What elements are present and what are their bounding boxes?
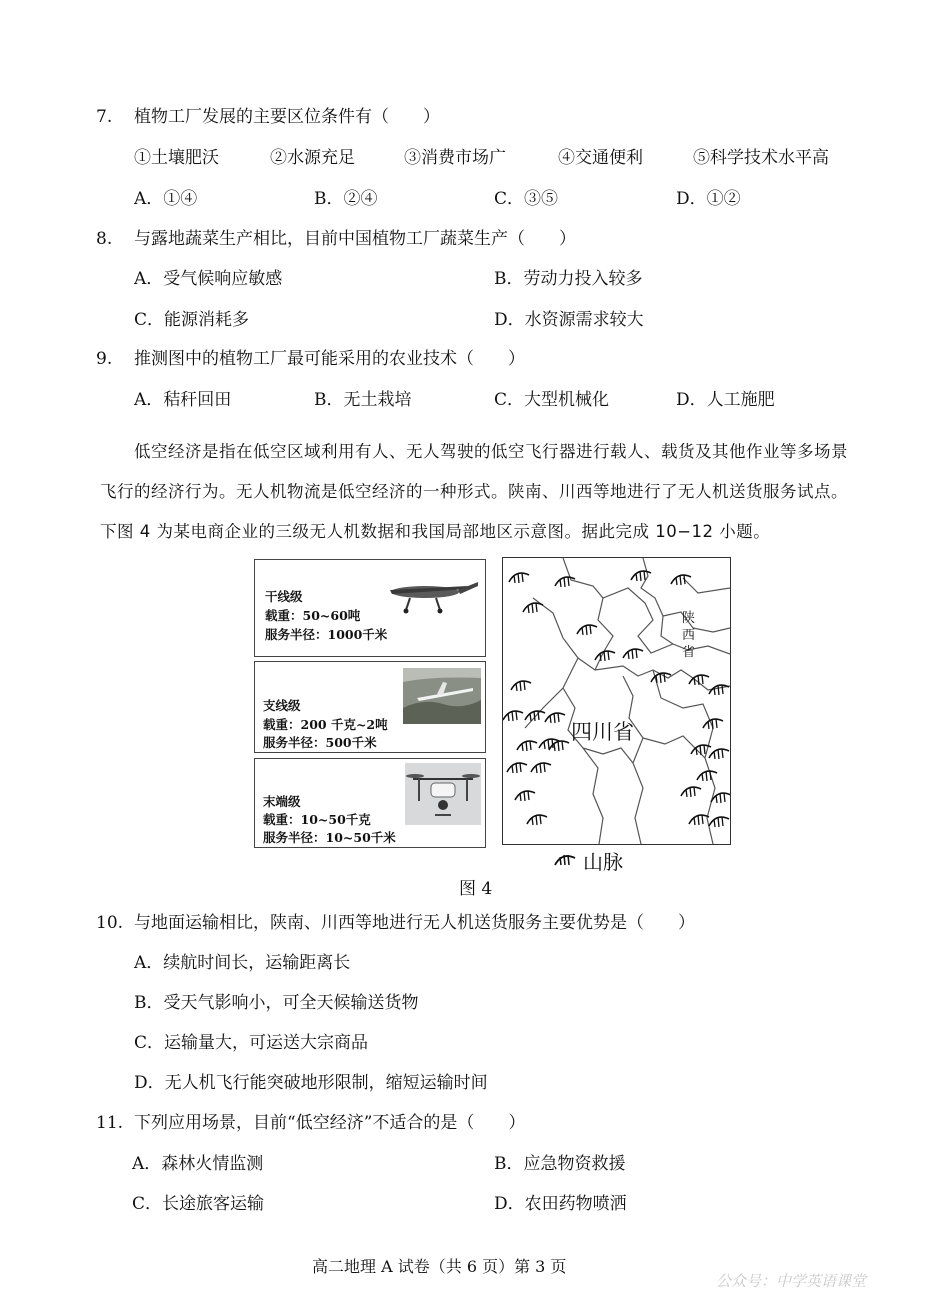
province-char: 省 [682, 645, 696, 660]
question-9-number: 9. [96, 349, 113, 369]
branch-drone-photo-icon [403, 668, 481, 724]
watermark: 公众号：中学英语课堂 [716, 1272, 867, 1290]
mountain-symbol-icon [709, 685, 729, 695]
q8-option-c: C．能源消耗多 [134, 310, 250, 330]
mountain-symbols-icon [503, 558, 730, 844]
q7-item-2: ②水源充足 [270, 148, 355, 168]
quadcopter-photo-icon [405, 763, 481, 825]
drone-level: 末端级 [263, 794, 301, 809]
q8-option-a: A．受气候响应敏感 [134, 269, 283, 289]
question-11-number: 11. [96, 1113, 124, 1133]
sichuan-map [502, 557, 731, 845]
q10-option-b: B．受天气影响小，可全天候输送货物 [134, 993, 419, 1013]
mountain-symbol-icon [507, 763, 527, 773]
mountain-symbol-icon [709, 817, 729, 827]
drone-radius: 服务半径：10~50千米 [263, 830, 396, 845]
mountain-symbol-icon [515, 791, 535, 801]
drone-level: 支线级 [263, 698, 301, 713]
question-11-stem: 下列应用场景，目前“低空经济”不适合的是（ ） [134, 1113, 526, 1133]
province-label-sichuan: 四川省 [571, 720, 634, 744]
q8-option-d: D．水资源需求较大 [494, 310, 644, 330]
drone-card-branch [254, 661, 486, 753]
q7-item-4: ④交通便利 [558, 148, 643, 168]
passage [100, 432, 860, 552]
mountain-symbol-icon [623, 649, 643, 659]
mountain-symbol-icon [511, 681, 531, 691]
mountain-symbol-icon [703, 719, 723, 729]
mountain-symbol-icon [531, 763, 551, 773]
mountain-symbol-icon [689, 815, 709, 825]
figure-caption: 图 4 [459, 879, 493, 899]
mountain-symbol-icon [709, 749, 729, 759]
q11-option-d: D．农田药物喷洒 [494, 1194, 627, 1214]
mountain-symbol-icon [539, 739, 559, 749]
drone-load: 载重：200 千克~2吨 [263, 717, 388, 732]
q10-option-d: D．无人机飞行能突破地形限制，缩短运输时间 [134, 1073, 488, 1093]
mountain-symbol-icon [545, 713, 565, 723]
question-9-stem: 推测图中的植物工厂最可能采用的农业技术（ ） [134, 349, 525, 369]
fixed-wing-drone-icon [380, 568, 480, 618]
mountain-symbol-icon [555, 577, 575, 587]
question-8-stem: 与露地蔬菜生产相比，目前中国植物工厂蔬菜生产（ ） [134, 229, 576, 249]
q10-option-a: A．续航时间长，运输距离长 [134, 953, 351, 973]
question-7-stem: 植物工厂发展的主要区位条件有（ ） [134, 107, 440, 127]
q7-item-3: ③消费市场广 [404, 148, 506, 168]
q9-option-d: D．人工施肥 [676, 390, 775, 410]
drone-level: 干线级 [265, 589, 303, 604]
q9-option-c: C．大型机械化 [494, 390, 610, 410]
q11-option-c: C．长途旅客运输 [132, 1194, 265, 1214]
drone-load: 载重：10~50千克 [263, 812, 371, 827]
mountain-symbol-icon [697, 771, 717, 781]
q11-option-a: A．森林火情监测 [132, 1154, 264, 1174]
page-footer: 高二地理 A 试卷（共 6 页）第 3 页 [312, 1257, 567, 1276]
mountain-symbol-icon [711, 793, 730, 803]
mountain-symbol-icon [517, 741, 537, 751]
mountain-symbol-icon [523, 603, 543, 613]
drone-load: 载重：50~60吨 [265, 608, 361, 623]
mountain-symbol-icon [525, 711, 545, 721]
drone-card-trunk [254, 559, 486, 657]
mountain-symbol-icon [651, 673, 671, 683]
q10-option-c: C．运输量大，可运送大宗商品 [134, 1033, 369, 1053]
q8-option-b: B．劳动力投入较多 [494, 269, 643, 289]
mountain-symbol-icon [503, 711, 523, 721]
mountain-legend-icon [553, 849, 579, 869]
q9-option-b: B．无土栽培 [314, 390, 412, 410]
question-7-number: 7. [96, 107, 113, 127]
drone-radius: 服务半径：500千米 [263, 735, 377, 750]
drone-card-terminal [254, 758, 486, 848]
province-char: 陕 [682, 611, 696, 626]
q7-option-c: C．③⑤ [494, 189, 559, 209]
mountain-symbol-icon [671, 575, 691, 585]
q11-option-b: B．应急物资救援 [494, 1154, 626, 1174]
q7-item-1: ①土壤肥沃 [134, 148, 219, 168]
question-10-number: 10. [96, 913, 124, 933]
legend-label-mountain: 山脉 [583, 850, 623, 874]
q7-option-d: D．①② [676, 189, 741, 209]
province-label-shaanxi [682, 610, 696, 661]
mountain-symbol-icon [681, 787, 701, 797]
q7-item-5: ⑤科学技术水平高 [693, 148, 829, 168]
q7-option-a: A．①④ [134, 189, 198, 209]
mountain-symbol-icon [509, 573, 529, 583]
mountain-symbol-icon [689, 675, 709, 685]
mountain-symbol-icon [527, 815, 547, 825]
question-10-stem: 与地面运输相比，陕南、川西等地进行无人机送货服务主要优势是（ ） [134, 913, 695, 933]
q7-option-b: B．②④ [314, 189, 378, 209]
mountain-symbol-icon [595, 651, 615, 661]
mountain-symbol-icon [577, 625, 597, 635]
drone-radius: 服务半径：1000千米 [265, 627, 388, 642]
mountain-symbol-icon [691, 745, 711, 755]
question-8-number: 8. [96, 229, 113, 249]
passage-text: 低空经济是指在低空区域利用有人、无人驾驶的低空飞行器进行载人、载货及其他作业等多场景飞行的经济行为。无人机物流是低空经济的一种形式。陕南、川西等地进行了无人机送货服务试点。下图 4 为某电商企业的三级无人机数据和我国局部地区示意图。据此完成 10−12 小题。 [100, 442, 848, 541]
q9-option-a: A．秸秆回田 [134, 390, 232, 410]
mountain-symbol-icon [631, 571, 651, 581]
province-char: 西 [682, 628, 696, 643]
